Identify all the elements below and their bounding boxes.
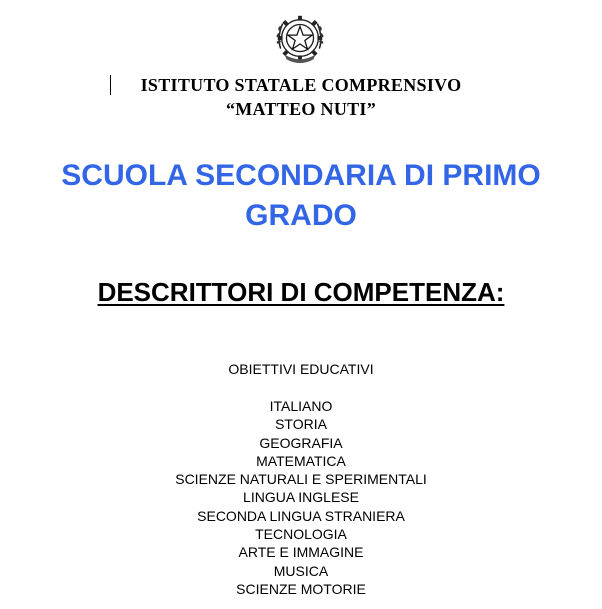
subject-list xyxy=(0,397,602,598)
list-item: MATEMATICA xyxy=(256,452,346,469)
list-item: MUSICA xyxy=(273,562,329,579)
list-item: SCIENZE NATURALI E SPERIMENTALI xyxy=(175,471,427,488)
school-title-line2: GRADO xyxy=(245,199,357,232)
objectives-label: OBIETTIVI EDUCATIVI xyxy=(228,361,374,377)
list-item: STORIA xyxy=(275,416,327,433)
list-item: TECNOLOGIA xyxy=(255,526,347,543)
list-item: SECONDA LINGUA STRANIERA xyxy=(197,507,405,524)
list-item: ITALIANO xyxy=(269,398,333,414)
list-item: LINGUA INGLESE xyxy=(243,489,359,506)
section-title: DESCRITTORI DI COMPETENZA: xyxy=(97,277,505,307)
institute-subtitle: “MATTEO NUTI” xyxy=(225,99,377,119)
list-item: ARTE E IMMAGINE xyxy=(238,544,364,561)
italian-republic-emblem-icon xyxy=(271,10,329,68)
list-item: SCIENZE MOTORIE xyxy=(236,580,366,597)
list-item: GEOGRAFIA xyxy=(259,434,343,451)
school-title-line1: SCUOLA SECONDARIA DI PRIMO xyxy=(61,159,541,192)
institute-name: ISTITUTO STATALE COMPRENSIVO xyxy=(140,75,462,95)
